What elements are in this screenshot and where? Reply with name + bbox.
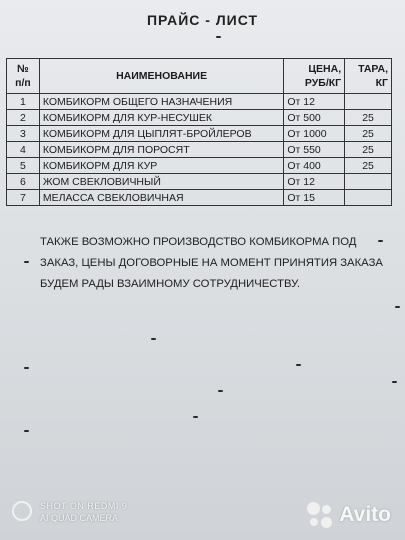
row-num: 4	[7, 142, 40, 158]
header-tara: ТАРА, КГ	[345, 59, 392, 94]
camera-lens-icon	[12, 501, 32, 521]
table-row	[7, 126, 392, 142]
row-name: КОМБИКОРМ ДЛЯ ЦЫПЛЯТ-БРОЙЛЕРОВ	[39, 126, 284, 142]
row-price: От 12	[284, 174, 345, 190]
avito-brand-name: Avito	[339, 503, 391, 526]
row-name: КОМБИКОРМ ДЛЯ КУР	[39, 158, 284, 174]
note-line: ЗАКАЗ, ЦЕНЫ ДОГОВОРНЫЕ НА МОМЕНТ ПРИНЯТИЯ ЗАКАЗА	[40, 257, 383, 269]
row-tara: 25	[345, 110, 392, 126]
paper-speck	[151, 338, 156, 340]
row-name: КОМБИКОРМ ОБЩЕГО НАЗНАЧЕНИЯ	[39, 94, 284, 110]
row-tara	[345, 174, 392, 190]
note-text	[40, 232, 390, 295]
row-price: От 500	[284, 110, 345, 126]
row-name: ЖОМ СВЕКЛОВИЧНЫЙ	[39, 174, 284, 190]
row-num: 1	[7, 94, 40, 110]
row-num: 5	[7, 158, 40, 174]
paper-speck	[378, 240, 383, 242]
price-table	[6, 58, 392, 206]
paper-speck	[296, 364, 301, 366]
paper-speck	[24, 367, 29, 369]
watermark-line2: AI QUAD CAMERA	[40, 513, 119, 523]
row-name: КОМБИКОРМ ДЛЯ КУР-НЕСУШЕК	[39, 110, 284, 126]
table-row	[7, 94, 392, 110]
note-line: ТАКЖЕ ВОЗМОЖНО ПРОИЗВОДСТВО КОМБИКОРМА ПОД	[40, 236, 357, 248]
document-title: ПРАЙС - ЛИСТ	[146, 12, 259, 28]
header-num: № п/п	[7, 59, 40, 94]
row-tara	[345, 94, 392, 110]
paper-speck	[395, 306, 400, 308]
row-tara: 25	[345, 142, 392, 158]
row-price: От 1000	[284, 126, 345, 142]
row-name: КОМБИКОРМ ДЛЯ ПОРОСЯТ	[39, 142, 284, 158]
paper-speck	[218, 390, 223, 392]
row-tara	[345, 190, 392, 206]
row-num: 6	[7, 174, 40, 190]
row-name: МЕЛАССА СВЕКЛОВИЧНАЯ	[39, 190, 284, 206]
table-row	[7, 110, 392, 126]
header-name: НАИМЕНОВАНИЕ	[39, 59, 284, 94]
paper-speck	[392, 381, 397, 383]
row-price: От 400	[284, 158, 345, 174]
row-num: 3	[7, 126, 40, 142]
paper-speck	[216, 36, 221, 38]
table-row	[7, 174, 392, 190]
paper-speck	[24, 430, 29, 432]
watermark-line1: SHOT ON REDMI 9	[40, 501, 128, 511]
table-row	[7, 158, 392, 174]
note-line: БУДЕМ РАДЫ ВЗАИМНОМУ СОТРУДНИЧЕСТВУ.	[40, 278, 300, 290]
row-tara: 25	[345, 126, 392, 142]
table-row	[7, 190, 392, 206]
avito-logo-icon	[305, 500, 335, 530]
paper-speck	[24, 261, 29, 263]
row-num: 7	[7, 190, 40, 206]
avito-watermark	[305, 500, 391, 530]
row-price: От 15	[284, 190, 345, 206]
row-tara: 25	[345, 158, 392, 174]
row-price: От 12	[284, 94, 345, 110]
table-row	[7, 142, 392, 158]
header-price: ЦЕНА, РУБ/КГ	[284, 59, 345, 94]
row-num: 2	[7, 110, 40, 126]
paper-speck	[193, 416, 198, 418]
row-price: От 550	[284, 142, 345, 158]
table-header-row	[7, 59, 392, 94]
